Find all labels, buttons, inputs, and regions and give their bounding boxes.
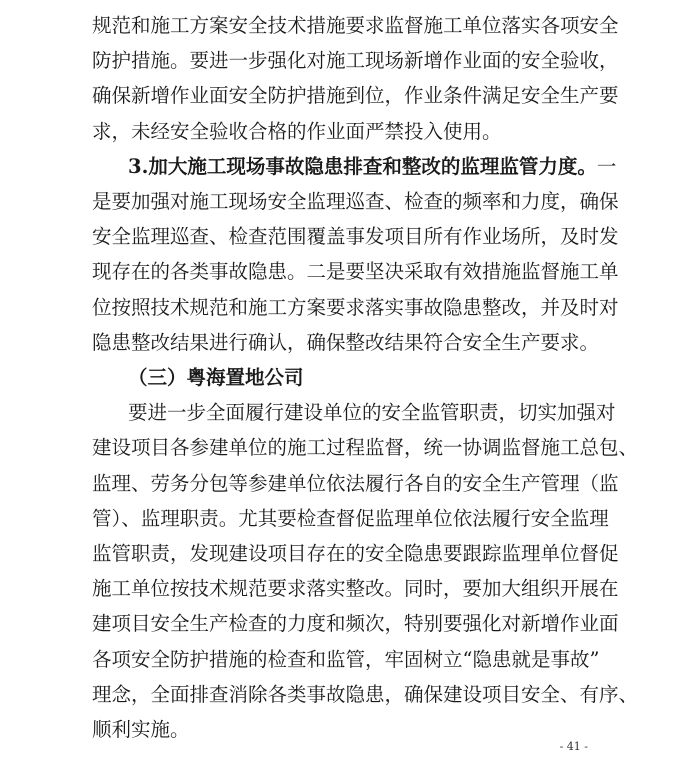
body-text-line: 防护措施。要进一步强化对施工现场新增作业面的安全验收，: [92, 49, 619, 73]
page-number: - 41 -: [559, 740, 588, 753]
body-text-line: 建项目安全生产检查的力度和频次，特别要强化对新增作业面: [92, 612, 619, 636]
body-text-line: 要进一步全面履行建设单位的安全监管职责，切实加强对: [128, 401, 616, 425]
section-heading: （三）粤海置地公司: [128, 366, 304, 389]
body-text-line: 各项安全防护措施的检查和监管，牢固树立“隐患就是事故”: [92, 647, 600, 671]
body-text-line: 监管职责，发现建设项目存在的安全隐患要跟踪监理单位督促: [92, 542, 619, 565]
item-3-first-line-rest: 一: [596, 154, 617, 178]
body-text-line: 施工单位按技术规范要求落实整改。同时，要加大组织开展在: [92, 577, 619, 601]
body-text-line: 隐患整改结果进行确认，确保整改结果符合安全生产要求。: [92, 330, 600, 354]
body-text-line: 安全监理巡查、检查范围覆盖事发项目所有作业场所，及时发: [92, 225, 619, 249]
body-text-line: 现存在的各类事故隐患。二是要坚决采取有效措施监督施工单: [92, 260, 619, 284]
body-text-line: 确保新增作业面安全防护措施到位，作业条件满足安全生产要: [92, 84, 619, 108]
item-3-first-line: [128, 152, 617, 182]
body-text-line: 理念，全面排查消除各类事故隐患，确保建设项目安全、有序、: [92, 682, 639, 706]
body-text-line: 监理、劳务分包等参建单位依法履行各自的安全生产管理（监: [92, 471, 619, 495]
body-text-line: 求，未经安全验收合格的作业面严禁投入使用。: [92, 119, 502, 143]
item-3-title: 3.加大施工现场事故隐患排查和整改的监理监管力度。: [128, 154, 597, 178]
body-text-line: 建设项目各参建单位的施工过程监督，统一协调监督施工总包、: [92, 436, 639, 460]
body-text-line: 管）、监理职责。尤其要检查督促监理单位依法履行安全监理: [92, 506, 609, 530]
body-text-line: 规范和施工方案安全技术措施要求监督施工单位落实各项安全: [92, 14, 619, 37]
body-text-line: 顺利实施。: [92, 718, 190, 741]
body-text-line: 位按照技术规范和施工方案要求落实事故隐患整改，并及时对: [92, 295, 619, 319]
body-text-line: 是要加强对施工现场安全监理巡查、检查的频率和力度，确保: [92, 190, 619, 213]
